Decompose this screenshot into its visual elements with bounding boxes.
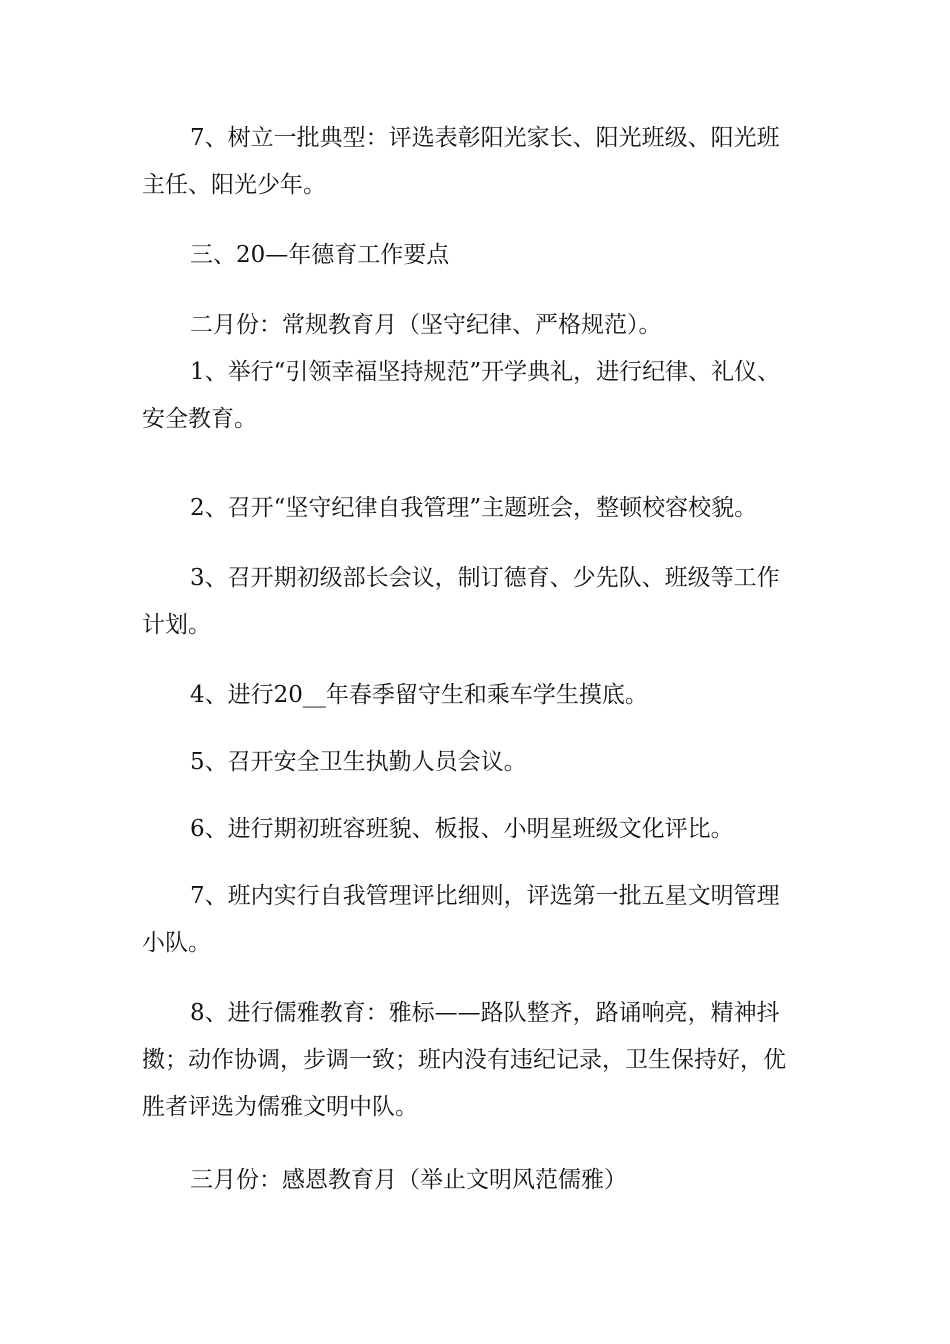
paragraph-line: 1、举行“引领幸福坚持规范”开学典礼，进行纪律、礼仪、 bbox=[190, 359, 781, 385]
paragraph-line: 小队。 bbox=[142, 930, 211, 956]
paragraph-line: 二月份：常规教育月（坚守纪律、严格规范）。 bbox=[190, 312, 662, 338]
paragraph-line: 3、召开期初级部长会议，制订德育、少先队、班级等工作 bbox=[190, 565, 780, 591]
paragraph-line: 6、进行期初班容班貌、板报、小明星班级文化评比。 bbox=[190, 816, 734, 842]
paragraph-line: 7、班内实行自我管理评比细则，评选第一批五星文明管理 bbox=[190, 883, 780, 909]
paragraph-line: 胜者评选为儒雅文明中队。 bbox=[142, 1094, 418, 1120]
paragraph-line: 擞；动作协调，步调一致；班内没有违纪记录，卫生保持好，优 bbox=[142, 1047, 786, 1073]
paragraph-line: 5、召开安全卫生执勤人员会议。 bbox=[190, 749, 527, 775]
paragraph-line: 7、树立一批典型：评选表彰阳光家长、阳光班级、阳光班 bbox=[190, 125, 780, 151]
section-heading bbox=[142, 232, 808, 279]
paragraph-line: 2、召开“坚守纪律自我管理”主题班会，整顿校容校貌。 bbox=[190, 495, 758, 521]
paragraph-line: 计划。 bbox=[142, 612, 211, 638]
month-heading-february bbox=[142, 302, 808, 349]
paragraph-item-2 bbox=[142, 485, 808, 532]
paragraph-line: 三、20—年德育工作要点 bbox=[190, 242, 450, 268]
paragraph-item-7 bbox=[142, 873, 808, 967]
paragraph-item-6 bbox=[142, 806, 808, 853]
paragraph-typical-models bbox=[142, 115, 808, 209]
paragraph-line: 三月份：感恩教育月（举止文明风范儒雅） bbox=[190, 1167, 627, 1193]
paragraph-item-3 bbox=[142, 555, 808, 649]
paragraph-line: 主任、阳光少年。 bbox=[142, 172, 326, 198]
paragraph-item-1 bbox=[142, 349, 808, 443]
paragraph-item-8 bbox=[142, 990, 808, 1131]
paragraph-item-5 bbox=[142, 739, 808, 786]
paragraph-line: 8、进行儒雅教育：雅标——路队整齐，路诵响亮，精神抖 bbox=[190, 1000, 780, 1026]
month-heading-march bbox=[142, 1157, 808, 1204]
paragraph-line: 4、进行20__年春季留守生和乘车学生摸底。 bbox=[190, 682, 648, 708]
paragraph-line: 安全教育。 bbox=[142, 406, 257, 432]
paragraph-item-4 bbox=[142, 672, 808, 719]
